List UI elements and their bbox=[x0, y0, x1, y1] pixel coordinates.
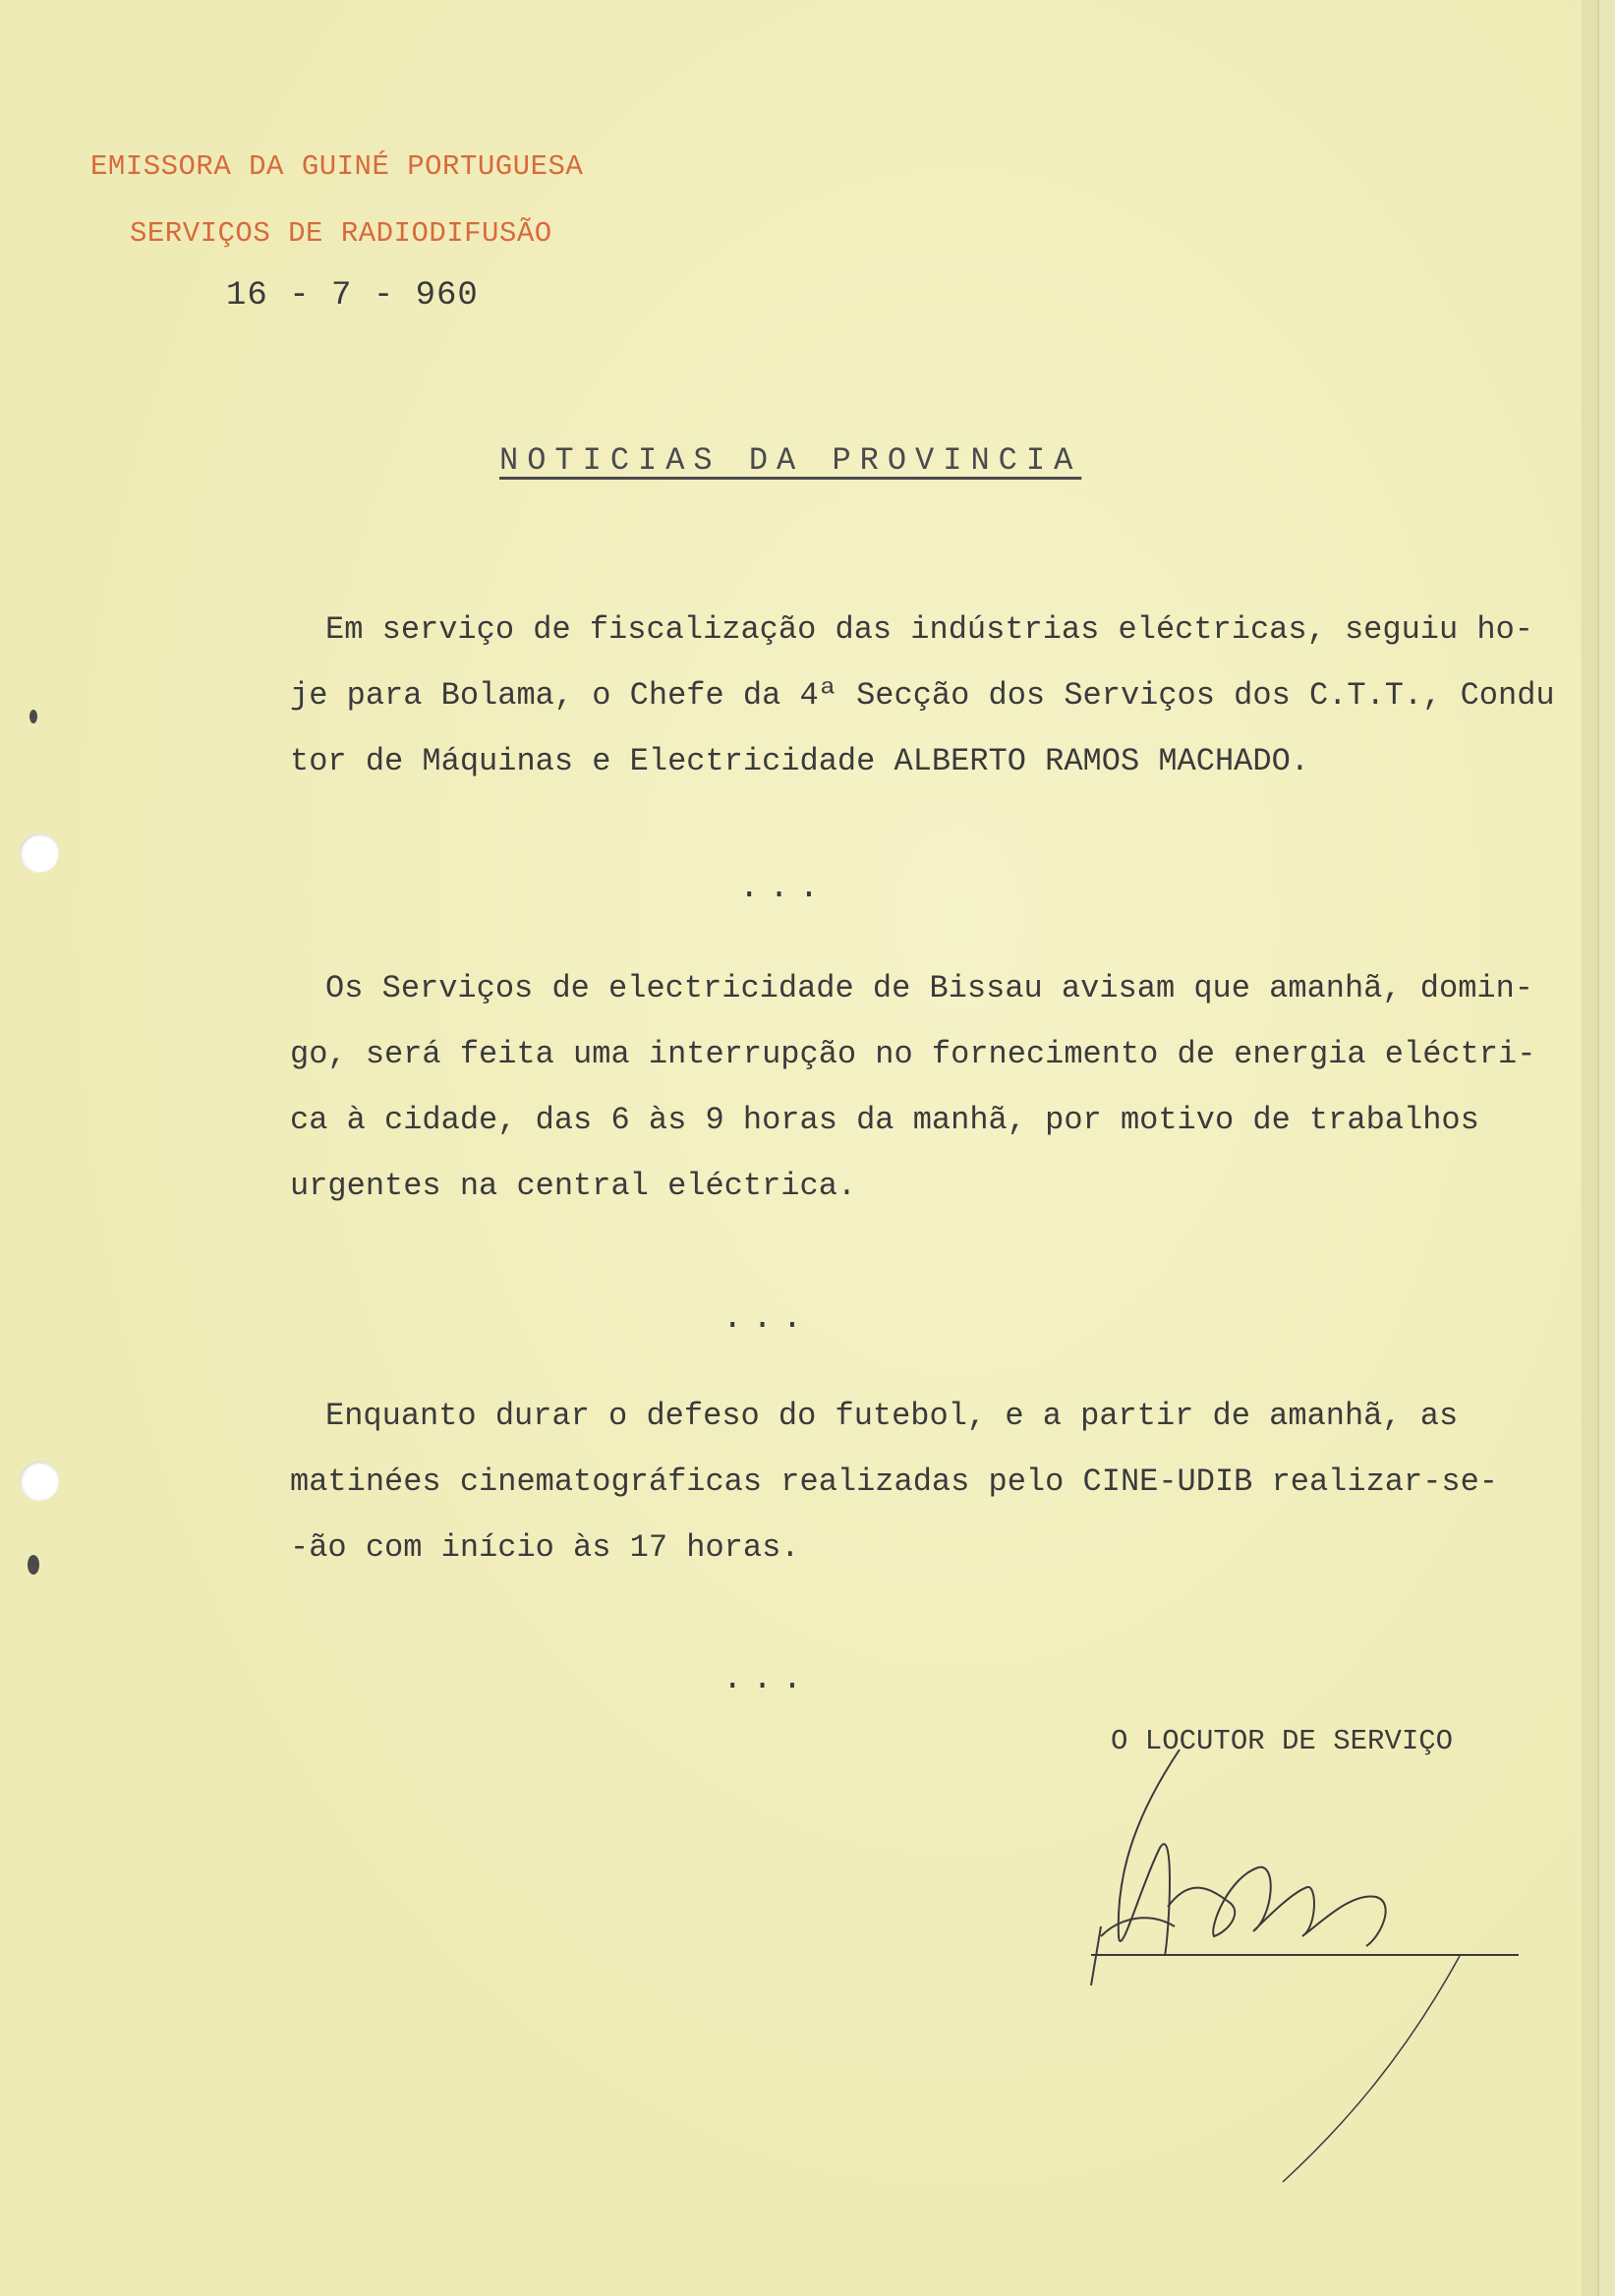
announcer-label: O LOCUTOR DE SERVIÇO bbox=[1111, 1725, 1454, 1757]
news-line: Os Serviços de electricidade de Bissau avisam que amanhã, domin- bbox=[325, 970, 1533, 1006]
separator-dots: ... bbox=[722, 1661, 813, 1698]
news-line: Em serviço de fiscalização das indústrias eléctricas, seguiu ho- bbox=[325, 611, 1533, 648]
news-item-1 bbox=[290, 597, 1587, 794]
page-title: NOTICIAS DA PROVINCIA bbox=[499, 442, 1082, 479]
ink-speck bbox=[29, 710, 37, 723]
news-line: je para Bolama, o Chefe da 4ª Secção dos Serviços dos C.T.T., Condu bbox=[290, 677, 1555, 714]
document-date: 16 - 7 - 960 bbox=[226, 277, 479, 315]
service-name: SERVIÇOS DE RADIODIFUSÃO bbox=[130, 217, 552, 250]
punch-hole bbox=[20, 1462, 59, 1501]
news-line: urgentes na central eléctrica. bbox=[290, 1168, 857, 1204]
separator-dots: ... bbox=[722, 1300, 813, 1338]
news-line: tor de Máquinas e Electricidade ALBERTO RAMOS MACHADO. bbox=[290, 743, 1309, 779]
news-line: Enquanto durar o defeso do futebol, e a partir de amanhã, as bbox=[325, 1398, 1459, 1434]
news-line: matinées cinematográficas realizadas pelo CINE-UDIB realizar-se- bbox=[290, 1464, 1498, 1500]
news-line: ca à cidade, das 6 às 9 horas da manhã, por motivo de trabalhos bbox=[290, 1102, 1479, 1138]
handwritten-signature bbox=[1081, 1730, 1533, 2202]
separator-dots: ... bbox=[739, 870, 830, 907]
station-name: EMISSORA DA GUINÉ PORTUGUESA bbox=[90, 150, 584, 183]
news-item-3 bbox=[290, 1383, 1587, 1580]
news-line: -ão com início às 17 horas. bbox=[290, 1529, 800, 1566]
ink-speck bbox=[28, 1555, 39, 1575]
news-item-2 bbox=[290, 955, 1587, 1219]
punch-hole bbox=[20, 833, 59, 873]
news-line: go, será feita uma interrupção no fornecimento de energia eléctri- bbox=[290, 1036, 1536, 1072]
